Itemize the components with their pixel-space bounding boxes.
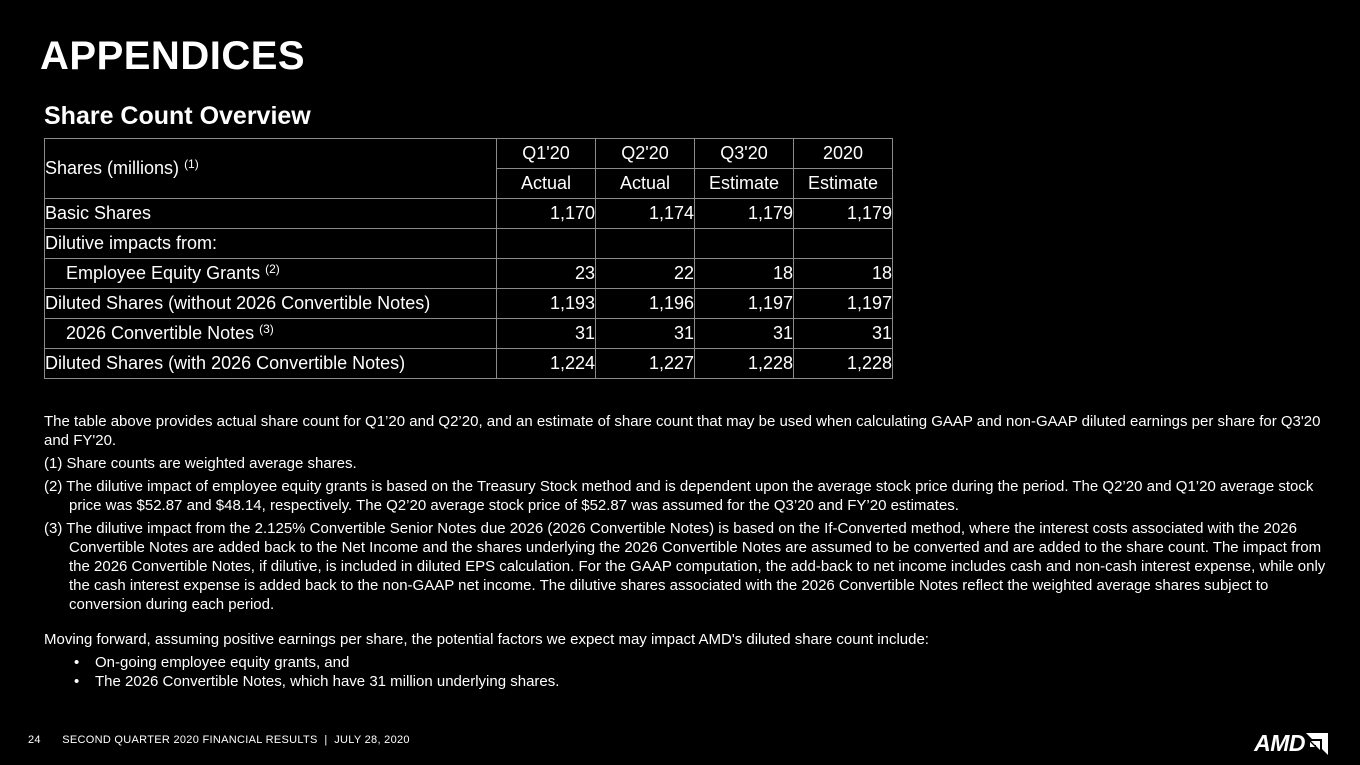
cell-value: 31 [794, 319, 893, 349]
cell-value: 18 [794, 259, 893, 289]
table-row [45, 319, 893, 349]
column-header: Q2'20 [596, 139, 695, 169]
cell-value: 1,228 [695, 349, 794, 379]
footnote-1: (1) Share counts are weighted average shares. [44, 455, 357, 472]
row-label [45, 319, 497, 349]
row-label [45, 259, 497, 289]
footer-text: SECOND QUARTER 2020 FINANCIAL RESULTS | JULY 28, 2020 [62, 734, 410, 746]
list-item [44, 672, 1336, 691]
cell-value [794, 229, 893, 259]
cell-value: 1,197 [794, 289, 893, 319]
cell-value: 18 [695, 259, 794, 289]
outlook-list [44, 653, 1336, 691]
page-number: 24 [28, 734, 41, 746]
cell-value: 23 [497, 259, 596, 289]
section-title: Share Count Overview [44, 102, 311, 130]
cell-value: 1,197 [695, 289, 794, 319]
cell-value: 22 [596, 259, 695, 289]
cell-value: 1,224 [497, 349, 596, 379]
cell-value: 1,193 [497, 289, 596, 319]
row-label: Diluted Shares (without 2026 Convertible Notes) [45, 289, 497, 319]
footnote-marker: (1) [184, 157, 199, 171]
footnote-marker: (2) [265, 262, 280, 276]
column-subheader: Estimate [794, 169, 893, 199]
table-row [45, 229, 893, 259]
table-row [45, 259, 893, 289]
table-header-label [45, 139, 497, 199]
column-subheader: Actual [596, 169, 695, 199]
page-title: APPENDICES [40, 34, 306, 78]
footer [28, 734, 410, 746]
column-subheader: Actual [497, 169, 596, 199]
cell-value [497, 229, 596, 259]
footnote-3: (3) The dilutive impact from the 2.125% Convertible Senior Notes due 2026 (2026 Convertible Notes) is based on the If-Converted method, where the interest costs associated with the 2026 Convertible Notes are added back to the Net Income and the shares underlying the 2026 Convertible Notes are assumed to be converted and are added to the share count. The impact from the 2026 Convertible Notes, if dilutive, is included in diluted EPS calculation. For the GAAP computation, the add-back to net income includes cash and non-cash interest expense, while only the cash interest expense is added back to the non-GAAP net income. The dilutive shares associated with the 2026 Convertible Notes reflect the weighted average shares subject to conversion during each period. [44, 520, 1326, 613]
table-row [45, 349, 893, 379]
amd-arrow-icon [1306, 733, 1328, 755]
row-label: Dilutive impacts from: [45, 229, 497, 259]
logo-text: AMD [1254, 730, 1305, 756]
footnote-2: (2) The dilutive impact of employee equity grants is based on the Treasury Stock method and is dependent upon the average stock price during the period. The Q2’20 and Q1’20 average stock price was $52.87 and $48.14, respectively. The Q2’20 average stock price of $52.87 was assumed for the Q3’20 and FY’20 estimates. [44, 478, 1314, 514]
intro-paragraph: The table above provides actual share count for Q1’20 and Q2’20, and an estimate of share count that may be used when calculating GAAP and non-GAAP diluted earnings per share for Q3'20 and FY'20. [44, 413, 1321, 449]
cell-value: 1,228 [794, 349, 893, 379]
row-label: Diluted Shares (with 2026 Convertible Notes) [45, 349, 497, 379]
cell-value: 1,196 [596, 289, 695, 319]
bullet-icon: • [74, 654, 80, 671]
column-header: Q3'20 [695, 139, 794, 169]
share-count-table [44, 138, 893, 379]
cell-value [596, 229, 695, 259]
row-label: Basic Shares [45, 199, 497, 229]
cell-value: 31 [497, 319, 596, 349]
row-label-text: Employee Equity Grants [66, 263, 261, 283]
header-label-text: Shares (millions) [45, 158, 180, 178]
cell-value: 1,174 [596, 199, 695, 229]
cell-value: 1,170 [497, 199, 596, 229]
footnote-marker: (3) [259, 322, 274, 336]
cell-value [695, 229, 794, 259]
list-item-text: The 2026 Convertible Notes, which have 31 million underlying shares. [95, 673, 560, 690]
outlook-paragraph: Moving forward, assuming positive earnings per share, the potential factors we expect may impact AMD's diluted share count include: [44, 631, 929, 648]
bullet-icon: • [74, 673, 80, 690]
cell-value: 1,227 [596, 349, 695, 379]
table-row [45, 289, 893, 319]
row-label-text: 2026 Convertible Notes [66, 323, 255, 343]
notes-section [44, 412, 1336, 691]
cell-value: 31 [695, 319, 794, 349]
table-row [45, 199, 893, 229]
column-subheader: Estimate [695, 169, 794, 199]
cell-value: 31 [596, 319, 695, 349]
amd-logo [1254, 730, 1328, 757]
cell-value: 1,179 [695, 199, 794, 229]
table-header-row [45, 139, 893, 169]
list-item [44, 653, 1336, 672]
column-header: 2020 [794, 139, 893, 169]
list-item-text: On-going employee equity grants, and [95, 654, 350, 671]
cell-value: 1,179 [794, 199, 893, 229]
column-header: Q1'20 [497, 139, 596, 169]
